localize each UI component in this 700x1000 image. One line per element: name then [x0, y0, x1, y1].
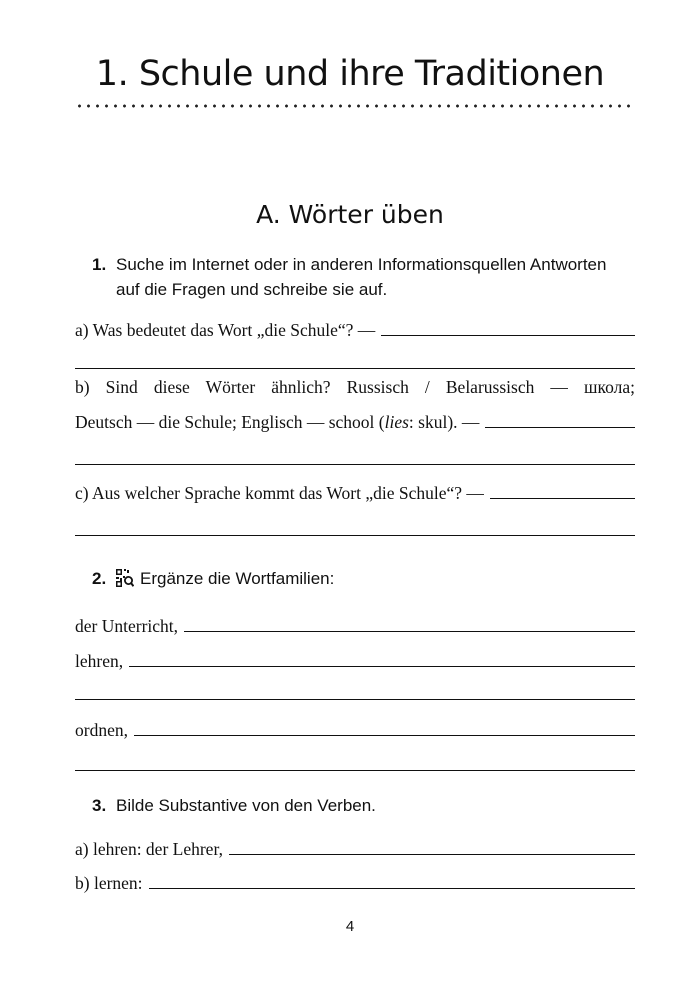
question-b-text-post: : skul). — — [408, 412, 480, 432]
question-a-text: a) Was bedeutet das Wort „die Schule“? — — [75, 320, 376, 340]
word-family-3-text: ordnen, — [75, 720, 128, 740]
question-a — [75, 320, 635, 341]
noun-b-text: b) lernen: — [75, 873, 143, 893]
answer-line[interactable] — [229, 853, 635, 855]
task-number: 2. — [92, 569, 107, 588]
answer-line[interactable] — [129, 665, 635, 667]
task-text-line-1: Suche im Internet oder in anderen Informationsquellen Antworten — [116, 255, 607, 274]
answer-line[interactable] — [75, 699, 635, 700]
question-b-line-2 — [75, 412, 635, 433]
word-family-1-text: der Unterricht, — [75, 616, 179, 636]
task-text: Ergänze die Wortfamilien: — [140, 569, 335, 588]
answer-line[interactable] — [490, 497, 635, 499]
answer-line[interactable] — [184, 630, 635, 632]
answer-line[interactable] — [485, 426, 635, 428]
word-family-3 — [75, 720, 635, 741]
task-3-instruction — [92, 793, 376, 818]
word-family-1 — [75, 616, 635, 637]
word-family-2 — [75, 651, 635, 672]
task-2-instruction — [92, 566, 334, 591]
answer-line[interactable] — [75, 535, 635, 536]
page-number: 4 — [345, 918, 355, 935]
question-b-text-pre: Deutsch — die Schule; Englisch — school ( — [75, 412, 385, 432]
noun-a — [75, 839, 635, 860]
task-text-line-2: auf die Fragen und schreibe sie auf. — [116, 280, 388, 299]
task-number: 1. — [92, 255, 107, 274]
answer-line[interactable] — [75, 368, 635, 369]
dotted-divider — [75, 103, 635, 109]
question-b-italic: lies — [384, 412, 409, 432]
answer-line[interactable] — [149, 887, 635, 889]
noun-b — [75, 873, 635, 894]
answer-line[interactable] — [75, 464, 635, 465]
question-c — [75, 483, 635, 504]
answer-line[interactable] — [381, 334, 635, 336]
answer-line[interactable] — [75, 770, 635, 771]
question-b-line-1: b) Sind diese Wörter ähnlich? Russisch / Belarussisch — школа; — [75, 377, 635, 397]
task-1-instruction — [92, 252, 606, 302]
page-title: 1. Schule und ihre Traditionen — [95, 54, 605, 94]
noun-a-text: a) lehren: der Lehrer, — [75, 839, 223, 859]
task-text: Bilde Substantive von den Verben. — [116, 796, 376, 815]
task-number: 3. — [92, 796, 107, 815]
word-family-2-text: lehren, — [75, 651, 124, 671]
question-c-text: c) Aus welcher Sprache kommt das Wort „die Schule“? — — [75, 483, 484, 503]
section-heading: A. Wörter üben — [256, 200, 444, 229]
qr-search-icon — [116, 569, 134, 587]
answer-line[interactable] — [134, 734, 635, 736]
